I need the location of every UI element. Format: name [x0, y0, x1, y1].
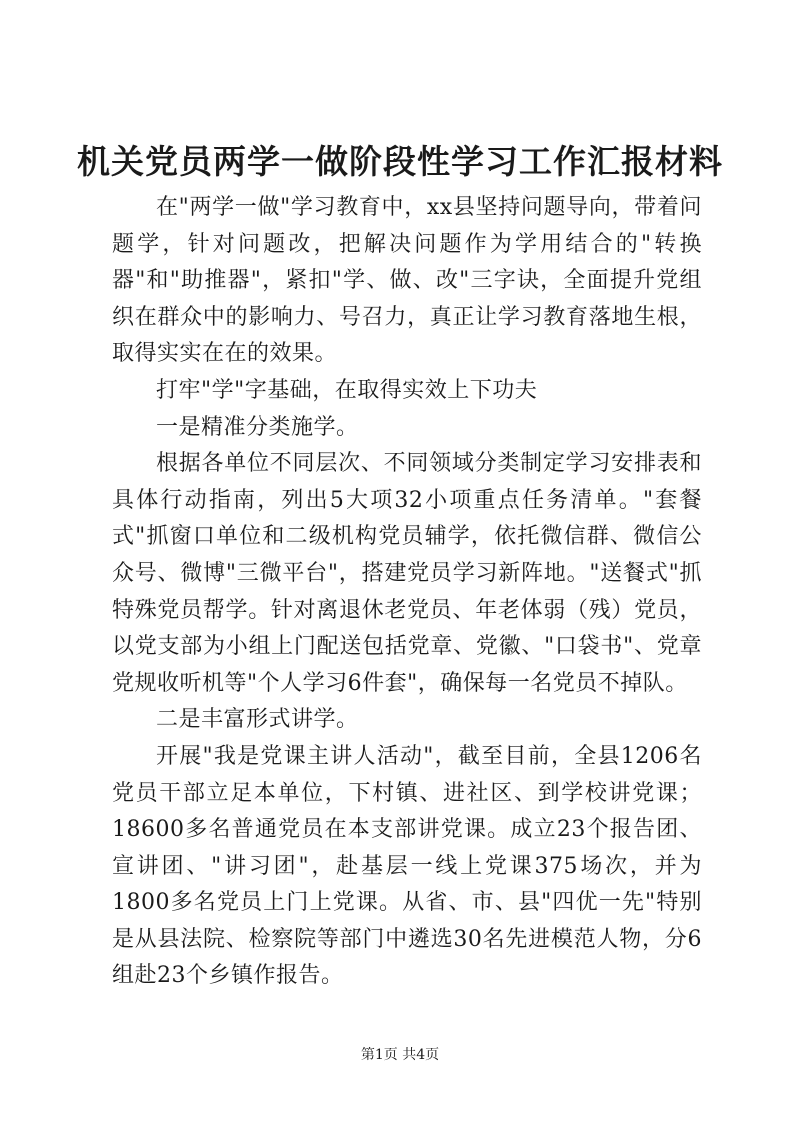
section-heading: 打牢"学"字基础，在取得实效上下功夫: [156, 377, 538, 403]
page-title: 机关党员两学一做阶段性学习工作汇报材料: [77, 142, 723, 181]
subheading-2: 二是丰富形式讲学。: [156, 707, 359, 733]
document-body: [112, 190, 702, 995]
paragraph-intro: 在"两学一做"学习教育中，xx县坚持问题导向，带着问题学，针对问题改，把解决问题作为学用结合的"转换器"和"助推器"，紧扣"学、做、改"三字诀，全面提升党组织在群众中的影响力、号召力，真正让学习教育落地生根，取得实实在在的效果。: [112, 195, 702, 367]
paragraph-2: 开展"我是党课主讲人活动"，截至目前，全县1206名党员干部立足本单位，下村镇、进社区、到学校讲党课；18600多名普通党员在本支部讲党课。成立23个报告团、宣讲团、"讲习团"，赴基层一线上党课375场次，并为1800多名党员上门上党课。从省、市、县"四优一先"特别是从县法院、检察院等部门中遴选30名先进模范人物，分6组赴23个乡镇作报告。: [112, 743, 702, 989]
paragraph-1: 根据各单位不同层次、不同领域分类制定学习安排表和具体行动指南，列出5大项32小项重点任务清单。"套餐式"抓窗口单位和二级机构党员辅学，依托微信群、微信公众号、微博"三微平台"，搭建党员学习新阵地。"送餐式"抓特殊党员帮学。针对离退休老党员、年老体弱（残）党员，以党支部为小组上门配送包括党章、党徽、"口袋书"、党章党规收听机等"个人学习6件套"，确保每一名党员不掉队。: [112, 451, 702, 696]
page-number-footer: 第1页 共4页: [360, 1047, 440, 1063]
subheading-1: 一是精准分类施学。: [156, 414, 359, 440]
